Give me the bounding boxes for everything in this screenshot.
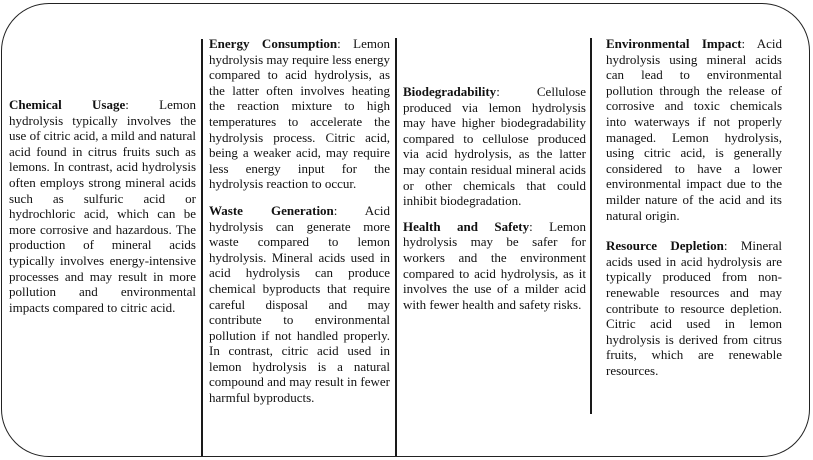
waste-generation-section: Waste Generation: Acid hydrolysis can generate more waste compared to lemon hydrolysis. Mineral acids used in acid hydrolysis can produce chemical byproducts that require careful disposal and may contribute to environmental pollution if not handled properly. In contrast, citric acid used in lemon hydrolysis is a natural compound and may result in fewer harmful byproducts. — [209, 202, 390, 406]
biodegradability-heading: Biodegradability — [403, 84, 497, 99]
resource-depletion-body: Mineral acids used in acid hydrolysis are typically produced from non-renewable resources and may contribute to resource depletion. Citric acid used in lemon hydrolysis is derived from citrus fruits, which are renewable resources. — [606, 238, 782, 378]
health-safety-body: Lemon hydrolysis may be safer for workers and the environment compared to acid hydrolysis, as it involves the use of a milder acid with fewer health and safety risks. — [403, 218, 586, 312]
energy-consumption-body: Lemon hydrolysis may require less energy compared to acid hydrolysis, as the latter often involves heating the reaction mixture to high temperatures to accelerate the hydrolysis process. Citric acid, being a weaker acid, may require less energy input for the hydrolysis reaction to occur. — [209, 36, 390, 192]
waste-generation-heading: Waste Generation — [209, 202, 334, 218]
health-safety-section: Health and Safety: Lemon hydrolysis may be safer for workers and the environment compared to acid hydrolysis, as it involves the use of a milder acid with fewer health and safety risks. — [403, 218, 586, 312]
biodegradability-body: Cellulose produced via lemon hydrolysis may have higher biodegradability compared to cellulose produced via acid hydrolysis, as the latter may contain residual mineral acids or other chemicals that could inhibit biodegradation. — [403, 84, 586, 209]
chemical-usage-section: Chemical Usage: Lemon hydrolysis typically involves the use of citric acid, a mild and natural acid found in citrus fruits such as lemons. In contrast, acid hydrolysis often employs strong mineral acids such as sulfuric acid or hydrochloric acid, which can be more corrosive and hazardous. The production of mineral acids typically involves energy-intensive processes and may result in more pollution and environmental impacts compared to citric acid. — [9, 97, 196, 315]
health-safety-heading: Health and Safety — [403, 218, 530, 234]
resource-depletion-heading: Resource Depletion — [606, 238, 724, 254]
waste-generation-body: Acid hydrolysis can generate more waste compared to lemon hydrolysis. Mineral acids used in acid hydrolysis can produce chemical byproducts that require careful disposal and may contribute to environmental pollution if not handled properly. In contrast, citric acid used in lemon hydrolysis is a natural compound and may result in fewer harmful byproducts. — [209, 202, 390, 406]
environmental-impact-body: Acid hydrolysis using mineral acids can lead to environmental pollution through the release of corrosive and toxic chemicals into waterways if not properly managed. Lemon hydrolysis, using citric acid, is generally considered to have a lower environmental impact due to the milder nature of the acid and its natural origin. — [606, 36, 782, 223]
column-biodegradability-health — [403, 84, 586, 312]
column-divider-3 — [590, 38, 592, 414]
column-divider-1 — [201, 39, 203, 456]
resource-depletion-section: Resource Depletion: Mineral acids used in acid hydrolysis are typically produced from non-renewable resources and may contribute to resource depletion. Citric acid used in lemon hydrolysis is derived from citrus fruits, which are renewable resources. — [606, 238, 782, 378]
environmental-impact-heading: Environmental Impact — [606, 36, 742, 51]
energy-consumption-heading: Energy Consumption — [209, 36, 338, 51]
column-chemical-usage — [9, 97, 196, 315]
column-environment-resources — [606, 36, 782, 378]
column-divider-2 — [395, 38, 397, 456]
column-energy-waste — [209, 36, 390, 406]
energy-consumption-section: Energy Consumption: Lemon hydrolysis may require less energy compared to acid hydrolysis, as the latter often involves heating the reaction mixture to high temperatures to accelerate the hydrolysis process. Citric acid, being a weaker acid, may require less energy input for the hydrolysis reaction to occur. — [209, 36, 390, 192]
environmental-impact-section: Environmental Impact: Acid hydrolysis using mineral acids can lead to environmental pollution through the release of corrosive and toxic chemicals into waterways if not properly managed. Lemon hydrolysis, using citric acid, is generally considered to have a lower environmental impact due to the milder nature of the acid and its natural origin. — [606, 36, 782, 223]
chemical-usage-body: Lemon hydrolysis typically involves the use of citric acid, a mild and natural acid found in citrus fruits such as lemons. In contrast, acid hydrolysis often employs strong mineral acids such as sulfuric acid or hydrochloric acid, which can be more corrosive and hazardous. The production of mineral acids typically involves energy-intensive processes and may result in more pollution and environmental impacts compared to citric acid. — [9, 97, 196, 315]
chemical-usage-heading: Chemical Usage — [9, 97, 126, 112]
biodegradability-section: Biodegradability: Cellulose produced via lemon hydrolysis may have higher biodegradability compared to cellulose produced via acid hydrolysis, as the latter may contain residual mineral acids or other chemicals that could inhibit biodegradation. — [403, 84, 586, 209]
